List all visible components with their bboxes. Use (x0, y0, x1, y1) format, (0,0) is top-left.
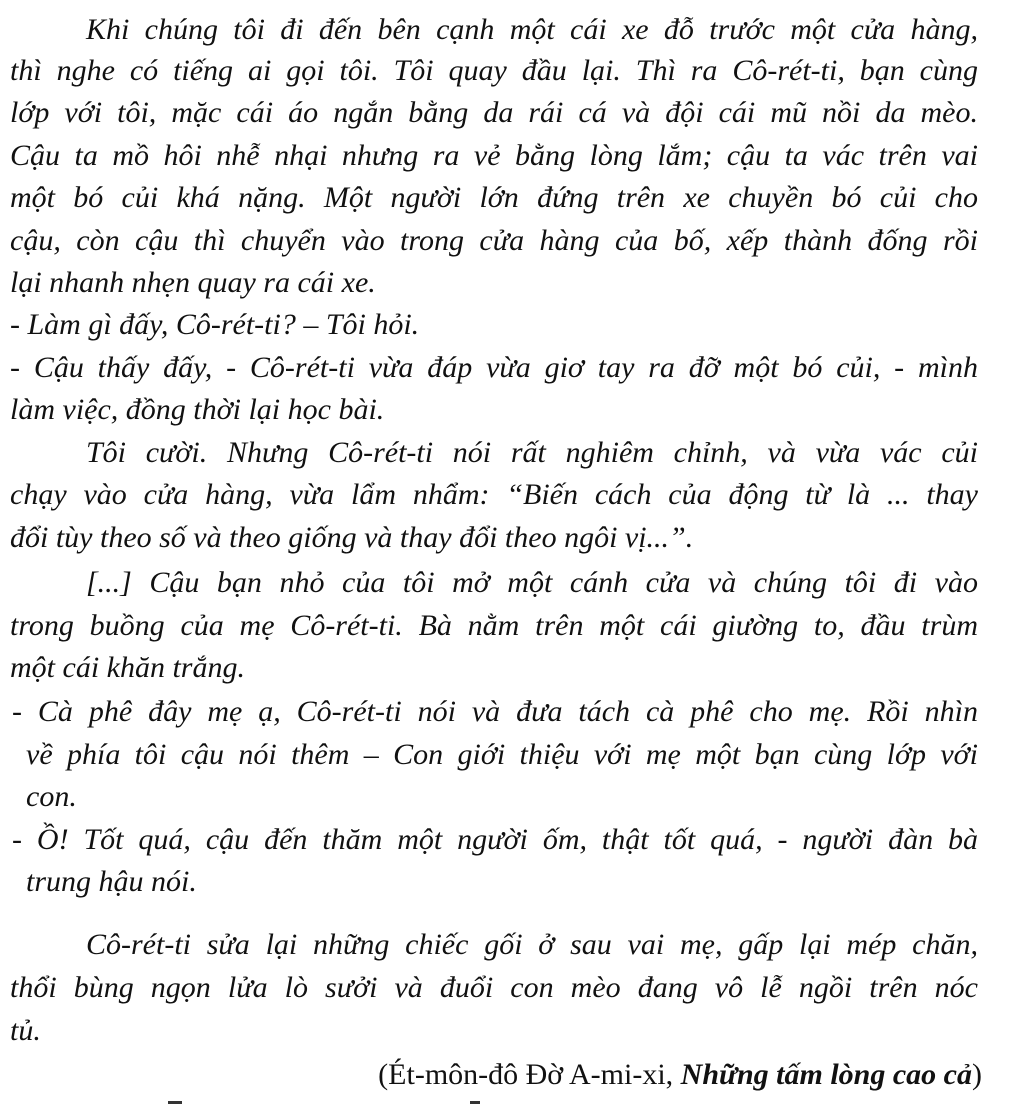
text-line: Khi chúng tôi đi đến bên cạnh một cái xe đỗ trước một cửa hàng, (86, 13, 978, 46)
source-suffix: ) (972, 1058, 982, 1091)
text-line: đổi tùy theo số và theo giống và thay đổi theo ngôi vị...”. (10, 521, 694, 554)
text-line: trong buồng của mẹ Cô-rét-ti. Bà nằm trên một cái giường to, đầu trùm (10, 609, 978, 642)
cropped-next-line (0, 1098, 1024, 1105)
source-author: (Ét-môn-đô Đờ A-mi-xi, (378, 1058, 681, 1091)
text-line: [...] Cậu bạn nhỏ của tôi mở một cánh cửa và chúng tôi đi vào (86, 566, 978, 599)
text-line: lại nhanh nhẹn quay ra cái xe. (10, 266, 376, 299)
text-line: một bó củi khá nặng. Một người lớn đứng trên xe chuyền bó củi cho (10, 181, 978, 214)
text-line: thì nghe có tiếng ai gọi tôi. Tôi quay đầu lại. Thì ra Cô-rét-ti, bạn cùng (10, 54, 978, 87)
source-title: Những tấm lòng cao cả (680, 1058, 972, 1091)
dialogue-line: con. (26, 780, 77, 813)
text-line: thổi bùng ngọn lửa lò sưởi và đuổi con mèo đang vô lễ ngồi trên nóc (10, 971, 978, 1004)
text-line: một cái khăn trắng. (10, 651, 245, 684)
text-line: Tôi cười. Nhưng Cô-rét-ti nói rất nghiêm chỉnh, và vừa vác củi (86, 436, 978, 469)
dialogue-line: - Cà phê đây mẹ ạ, Cô-rét-ti nói và đưa tách cà phê cho mẹ. Rồi nhìn (12, 695, 978, 728)
dialogue-line: về phía tôi cậu nói thêm – Con giới thiệu với mẹ một bạn cùng lớp với (26, 738, 978, 771)
text-line: lớp với tôi, mặc cái áo ngắn bằng da rái cá và đội cái mũ nồi da mèo. (10, 96, 978, 129)
source-citation (378, 1055, 982, 1095)
dialogue-line: - Làm gì đấy, Cô-rét-ti? – Tôi hỏi. (10, 308, 420, 341)
text-line: Cô-rét-ti sửa lại những chiếc gối ở sau vai mẹ, gấp lại mép chăn, (86, 928, 978, 961)
text-line: Cậu ta mồ hôi nhễ nhại nhưng ra vẻ bằng lòng lắm; cậu ta vác trên vai (10, 139, 978, 172)
text-line: chạy vào cửa hàng, vừa lẩm nhẩm: “Biến cách của động từ là ... thay (10, 478, 978, 511)
text-line: tủ. (10, 1014, 41, 1047)
text-line: cậu, còn cậu thì chuyển vào trong cửa hàng của bố, xếp thành đống rồi (10, 224, 978, 257)
dialogue-line: làm việc, đồng thời lại học bài. (10, 393, 385, 426)
dialogue-line: - Ồ! Tốt quá, cậu đến thăm một người ốm, thật tốt quá, - người đàn bà (12, 823, 978, 856)
dialogue-line: - Cậu thấy đấy, - Cô-rét-ti vừa đáp vừa giơ tay ra đỡ một bó củi, - mình (10, 351, 978, 384)
dialogue-line: trung hậu nói. (26, 865, 197, 898)
